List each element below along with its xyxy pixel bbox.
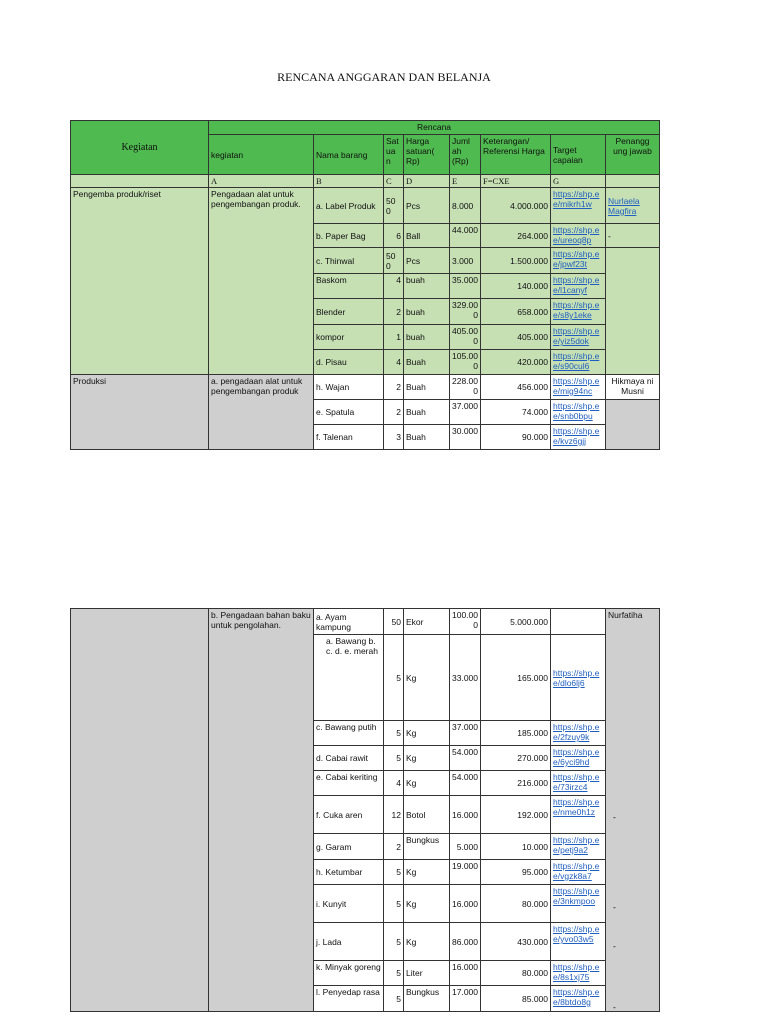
item-price: 54.000	[450, 771, 481, 796]
item-total: 140.000	[481, 274, 551, 299]
letter-cell: E	[450, 175, 481, 188]
item-name: c. Bawang putih	[314, 721, 384, 746]
letter-cell: C	[384, 175, 404, 188]
penanggung-jawab: Nurlaela Magfira	[608, 195, 640, 216]
item-price: 17.000	[450, 986, 481, 1012]
extra-mark-cuka: -	[613, 812, 616, 822]
item-unit: Liter	[404, 961, 450, 986]
penanggung-jawab: Nurfatiha	[606, 609, 660, 1012]
item-qty: 4	[384, 350, 404, 375]
item-unit: Pcs	[404, 188, 450, 224]
item-unit: Botol	[404, 796, 450, 834]
item-unit: buah	[404, 299, 450, 325]
reference-link[interactable]: https://shp.ee/6yci9hd	[553, 747, 600, 767]
reference-link[interactable]: https://shp.ee/mikrh1w	[553, 189, 600, 209]
item-price: 37.000	[450, 400, 481, 425]
item-total: 95.000	[481, 860, 551, 885]
item-name: e. Spatula	[314, 400, 384, 425]
item-name: e. Cabai keriting	[314, 771, 384, 796]
item-name: f. Cuka aren	[314, 796, 384, 834]
item-name: a. Ayam kampung	[314, 609, 384, 635]
reference-link[interactable]: https://shp.ee/snb0bpu	[553, 401, 600, 421]
extra-mark-kunyit: -	[613, 902, 616, 912]
kegiatan-cell: Pengadaan alat untuk pengembangan produk.	[209, 188, 314, 375]
item-name: b. Paper Bag	[314, 224, 384, 248]
item-qty: 5	[384, 746, 404, 771]
item-name: kompor	[314, 325, 384, 350]
letter-cell: F=CXE	[481, 175, 551, 188]
item-unit: Kg	[404, 860, 450, 885]
letter-cell	[71, 175, 209, 188]
empty-cell	[606, 248, 660, 375]
kegiatan-cell: b. Pengadaan bahan baku untuk pengolahan.	[209, 609, 314, 1012]
item-price: 16.000	[450, 885, 481, 923]
reference-link[interactable]: https://shp.ee/yvo03w5	[553, 924, 600, 944]
item-unit: Buah	[404, 400, 450, 425]
item-name: l. Penyedap rasa	[314, 986, 384, 1012]
item-unit: Bungkus	[404, 986, 450, 1012]
item-unit: Ekor	[404, 609, 450, 635]
item-name: h. Wajan	[314, 375, 384, 400]
item-price: 30.000	[450, 425, 481, 450]
item-price: 105.000	[450, 350, 481, 375]
item-total: 185.000	[481, 721, 551, 746]
item-total: 192.000	[481, 796, 551, 834]
category-cell	[71, 609, 209, 1012]
item-total: 90.000	[481, 425, 551, 450]
item-price: 100.000	[450, 609, 481, 635]
reference-link[interactable]: https://shp.ee/dlo6lj6	[553, 667, 600, 688]
item-qty: 5	[384, 635, 404, 721]
item-total: 10.000	[481, 834, 551, 860]
item-name: d. Cabai rawit	[314, 746, 384, 771]
header-satuan: Sat ua n	[384, 135, 404, 175]
item-total: 420.000	[481, 350, 551, 375]
item-qty: 50 0	[384, 188, 404, 224]
item-qty: 5	[384, 961, 404, 986]
item-unit: Bungkus	[404, 834, 450, 860]
item-price: 44.000	[450, 224, 481, 248]
item-name: a. Label Produk	[314, 188, 384, 224]
item-qty: 50 0	[384, 248, 404, 274]
reference-link[interactable]: https://shp.ee/vgzk8a7	[553, 861, 600, 881]
item-name: j. Lada	[314, 923, 384, 961]
item-total: 4.000.000	[481, 188, 551, 224]
letter-cell: D	[404, 175, 450, 188]
reference-link[interactable]: https://shp.ee/ureoq8p	[553, 225, 600, 245]
item-unit: buah	[404, 325, 450, 350]
item-name: i. Kunyit	[314, 885, 384, 923]
reference-link[interactable]: https://shp.ee/s8y1eke	[553, 300, 600, 320]
item-qty: 5	[384, 923, 404, 961]
item-qty: 4	[384, 274, 404, 299]
item-price: 37.000	[450, 721, 481, 746]
header-kegiatan-main: Kegiatan	[71, 121, 209, 175]
item-unit: Kg	[404, 746, 450, 771]
item-total: 1.500.000	[481, 248, 551, 274]
header-target: Target capaian	[551, 135, 606, 175]
item-price: 329.000	[450, 299, 481, 325]
letter-cell: A	[209, 175, 314, 188]
budget-table-2	[70, 608, 660, 1012]
item-name: g. Garam	[314, 834, 384, 860]
reference-link[interactable]: https://shp.ee/73irzc4	[553, 772, 600, 792]
reference-link[interactable]: https://shp.ee/yiz5dok	[553, 326, 600, 346]
table-row	[71, 188, 660, 224]
extra-mark: -	[606, 224, 660, 248]
letter-cell	[606, 175, 660, 188]
item-unit: Kg	[404, 771, 450, 796]
item-price: 86.000	[450, 923, 481, 961]
penanggung-jawab: Hikmaya ni Musni	[606, 375, 660, 400]
table-row	[71, 609, 660, 635]
item-qty: 2	[384, 299, 404, 325]
item-total: 456.000	[481, 375, 551, 400]
item-price: 54.000	[450, 746, 481, 771]
reference-link[interactable]: https://shp.ee/3nkmpoo	[553, 886, 600, 906]
item-qty: 4	[384, 771, 404, 796]
header-penanggung: Penangg ung jawab	[606, 135, 660, 175]
item-total: 430.000	[481, 923, 551, 961]
item-qty: 12	[384, 796, 404, 834]
item-total: 5.000.000	[481, 609, 551, 635]
reference-link	[551, 609, 606, 635]
item-total: 270.000	[481, 746, 551, 771]
item-unit: Kg	[404, 885, 450, 923]
item-qty: 5	[384, 885, 404, 923]
item-total: 264.000	[481, 224, 551, 248]
item-unit: Ball	[404, 224, 450, 248]
item-price: 405.000	[450, 325, 481, 350]
empty-cell	[606, 400, 660, 450]
item-name: f. Talenan	[314, 425, 384, 450]
item-unit: Kg	[404, 635, 450, 721]
item-total: 658.000	[481, 299, 551, 325]
reference-link[interactable]: https://shp.ee/l1canyf	[553, 275, 600, 295]
reference-link[interactable]: https://shp.ee/jpwf23t	[553, 249, 600, 269]
item-total: 74.000	[481, 400, 551, 425]
item-name: c. Thinwal	[314, 248, 384, 274]
item-name: a. Bawang b. c. d. e. merah	[314, 635, 384, 721]
item-qty: 5	[384, 986, 404, 1012]
reference-link[interactable]: https://shp.ee/mig94nc	[553, 376, 600, 396]
category-cell: Pengemba produk/riset	[71, 188, 209, 375]
header-harga-satuan: Harga satuan( Rp)	[404, 135, 450, 175]
item-name: h. Ketumbar	[314, 860, 384, 885]
reference-link[interactable]: https://shp.ee/kvz6gjj	[553, 426, 600, 446]
item-unit: Kg	[404, 721, 450, 746]
item-qty: 50	[384, 609, 404, 635]
item-qty: 2	[384, 834, 404, 860]
letter-cell: G	[551, 175, 606, 188]
item-name: Blender	[314, 299, 384, 325]
item-qty: 5	[384, 721, 404, 746]
item-price: 3.000	[450, 248, 481, 274]
letter-cell: B	[314, 175, 384, 188]
item-price: 35.000	[450, 274, 481, 299]
item-total: 85.000	[481, 986, 551, 1012]
header-rencana: Rencana	[209, 121, 660, 135]
item-total: 216.000	[481, 771, 551, 796]
item-qty: 3	[384, 425, 404, 450]
category-cell: Produksi	[71, 375, 209, 450]
item-unit: Buah	[404, 375, 450, 400]
reference-link[interactable]: https://shp.ee/petj9a2	[553, 835, 600, 855]
item-unit: Buah	[404, 425, 450, 450]
item-price: 33.000	[450, 635, 481, 721]
item-unit: Buah	[404, 350, 450, 375]
extra-mark-penyedap: -	[613, 1002, 616, 1012]
item-unit: Pcs	[404, 248, 450, 274]
item-qty: 2	[384, 400, 404, 425]
item-total: 80.000	[481, 885, 551, 923]
header-kegiatan: kegiatan	[209, 135, 314, 175]
item-qty: 2	[384, 375, 404, 400]
budget-table-1	[70, 120, 660, 450]
reference-link[interactable]: https://shp.ee/8s1xj75	[553, 962, 600, 982]
reference-link[interactable]: https://shp.ee/2fzuy9k	[553, 722, 600, 742]
table-row	[71, 375, 660, 400]
item-qty: 1	[384, 325, 404, 350]
item-qty: 6	[384, 224, 404, 248]
item-price: 16.000	[450, 796, 481, 834]
item-unit: buah	[404, 274, 450, 299]
item-total: 405.000	[481, 325, 551, 350]
reference-link[interactable]: https://shp.ee/8btdo8g	[553, 987, 600, 1007]
header-jumlah: Juml ah (Rp)	[450, 135, 481, 175]
item-qty: 5	[384, 860, 404, 885]
item-name: Baskom	[314, 274, 384, 299]
document-title: RENCANA ANGGARAN DAN BELANJA	[277, 70, 491, 84]
header-nama-barang: Nama barang	[314, 135, 384, 175]
item-total: 165.000	[481, 635, 551, 721]
item-price: 19.000	[450, 860, 481, 885]
item-price: 228.000	[450, 375, 481, 400]
reference-link[interactable]: https://shp.ee/s90cul6	[553, 351, 600, 371]
extra-mark-lada: -	[613, 941, 616, 951]
item-price: 16.000	[450, 961, 481, 986]
item-unit: Kg	[404, 923, 450, 961]
item-price: 5.000	[450, 834, 481, 860]
item-total: 80.000	[481, 961, 551, 986]
kegiatan-cell: a. pengadaan alat untuk pengembangan produk	[209, 375, 314, 450]
item-price: 8.000	[450, 188, 481, 224]
item-name: d. Pisau	[314, 350, 384, 375]
item-name: k. Minyak goreng	[314, 961, 384, 986]
header-keterangan: Keterangan/ Referensi Harga	[481, 135, 551, 175]
reference-link[interactable]: https://shp.ee/nme0h1z	[553, 797, 600, 817]
